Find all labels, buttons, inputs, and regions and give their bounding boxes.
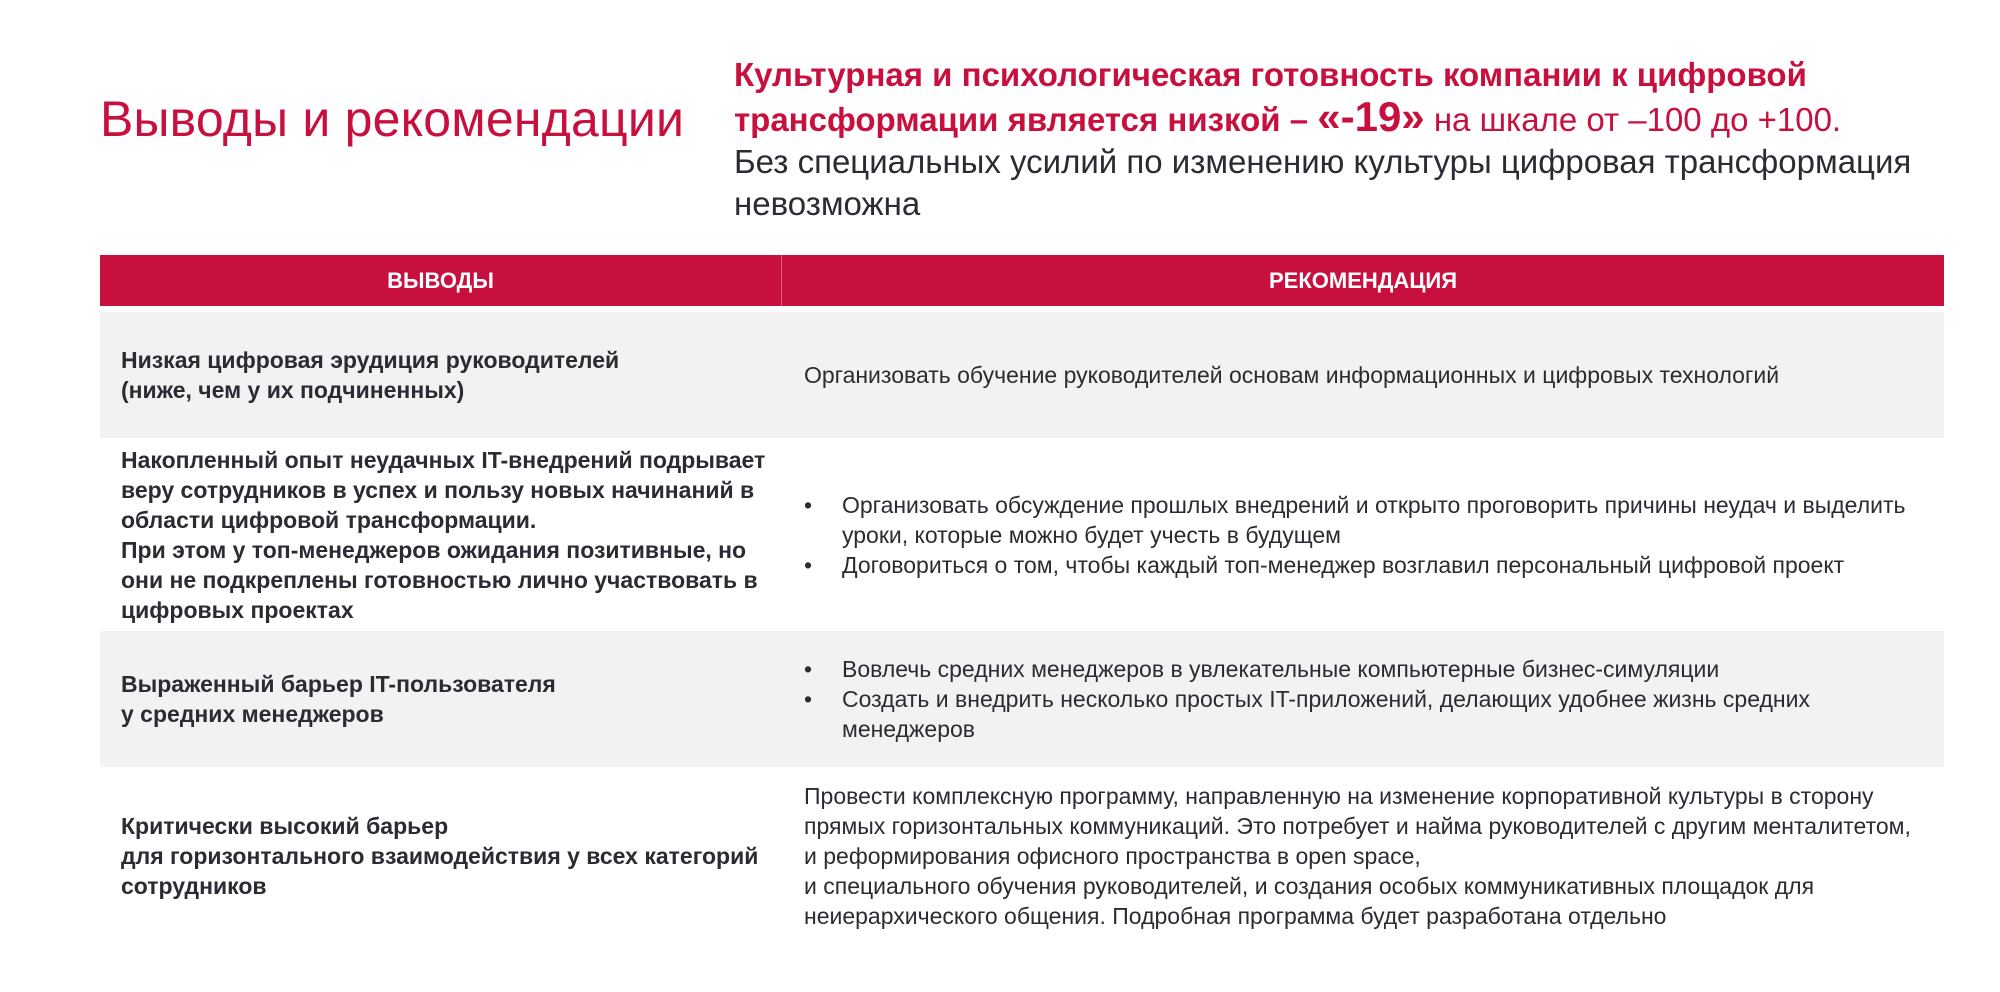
recommendation-cell xyxy=(784,631,1944,767)
finding-cell: Накопленный опыт неудачных IT-внедрений подрывает веру сотрудников в успех и пользу новых начинаний в области цифровой трансформации. При этом у топ-менеджеров ожидания позитивные, но они не подкреплены готовностью лично участвовать в цифровых проектах xyxy=(121,446,766,623)
recommendation-list xyxy=(804,654,1924,744)
list-item: • Организовать обсуждение прошлых внедрений и открыто проговорить причины неудач и выделить уроки, которые можно будет учесть в будущем xyxy=(804,490,1924,550)
summary-statement xyxy=(734,54,1964,225)
recommendation-list xyxy=(804,490,1924,580)
findings-table xyxy=(100,255,1944,943)
table-row xyxy=(100,631,1944,767)
column-header-findings: ВЫВОДЫ xyxy=(100,255,782,306)
readiness-score: «-19» xyxy=(1317,93,1425,140)
recommendation-cell xyxy=(784,312,1944,438)
finding-cell: Выраженный барьер IT-пользователя у средних менеджеров xyxy=(121,671,556,727)
table-row xyxy=(100,769,1944,943)
table-header xyxy=(100,255,1944,306)
recommendation-cell xyxy=(784,440,1944,629)
recommendation-cell xyxy=(784,769,1944,943)
table-row xyxy=(100,312,1944,438)
score-scale: на шкале от –100 до +100. xyxy=(1424,101,1842,138)
table-row xyxy=(100,440,1944,629)
finding-cell: Низкая цифровая эрудиция руководителей (ниже, чем у их подчиненных) xyxy=(121,347,620,403)
recommendation-text: Провести комплексную программу, направленную на изменение корпоративной культуры в сторону прямых горизонтальных коммуникаций. Это потребует и найма руководителей с другим менталитетом, и реформирования офисного пространства в open space, и специального обучения руководителей, и создания особых коммуникативных площадок для неиерархического общения. Подробная программа будет разработана отдельно xyxy=(804,783,1911,929)
recommendation-text: Организовать обучение руководителей основам информационных и цифровых технологий xyxy=(804,362,1780,388)
finding-cell: Критически высокий барьер для горизонтального взаимодействия у всех категорий сотрудников xyxy=(121,813,759,899)
column-header-recommendation: РЕКОМЕНДАЦИЯ xyxy=(1268,267,1458,293)
list-item: • Договориться о том, чтобы каждый топ-менеджер возглавил персональный цифровой проект xyxy=(804,550,1924,580)
summary-conclusion: Без специальных усилий по изменению культуры цифровая трансформация невозможна xyxy=(734,143,1912,222)
page-title: Выводы и рекомендации xyxy=(100,90,685,147)
summary-highlight: Культурная и психологическая готовность компании к цифровой трансформации является низкой – xyxy=(734,56,1807,138)
list-item: • Создать и внедрить несколько простых IT-приложений, делающих удобнее жизнь средних менеджеров xyxy=(804,684,1924,744)
list-item: • Вовлечь средних менеджеров в увлекательные компьютерные бизнес-симуляции xyxy=(804,654,1924,684)
